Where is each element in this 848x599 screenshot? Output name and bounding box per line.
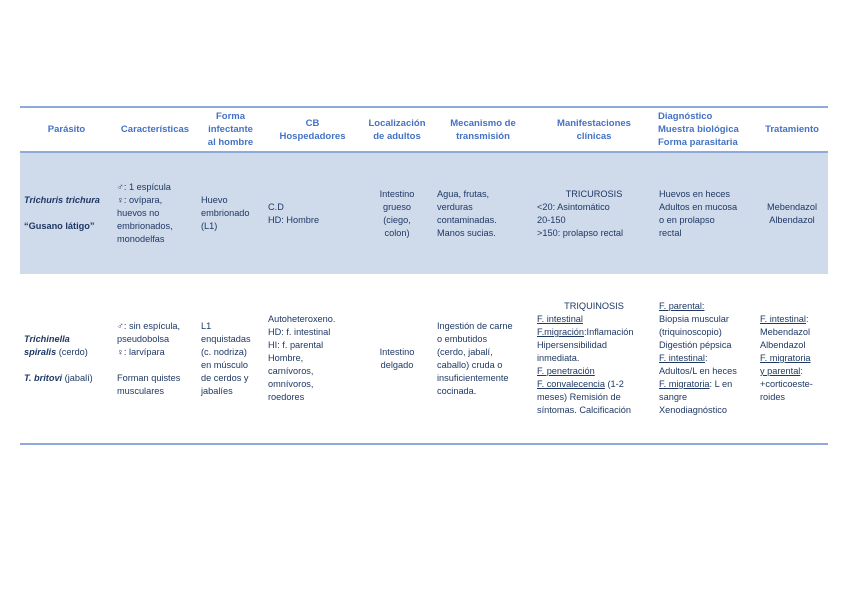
- header-manifestaciones: Manifestaciones clínicas: [533, 107, 655, 152]
- cell-manifestaciones: TRIQUINOSIS F. intestinal F.migración:Inflamación Hipersensibilidad inmediata. F. penetración F. convalecencia (1-2 meses) Remisión de síntomas. Calcificación: [537, 301, 634, 415]
- cell-tratamiento: F. intestinal: Mebendazol Albendazol F. migratoria y parental: +corticoeste- roides: [760, 314, 813, 402]
- cell-manifestaciones: TRICUROSIS <20: Asintomático 20-150 >150: prolapso rectal: [537, 188, 624, 238]
- cell-mecanismo: Agua, frutas, verduras contaminadas. Manos sucias.: [437, 188, 497, 238]
- cell-diagnostico: Huevos en heces Adultos en mucosa o en prolapso rectal: [659, 188, 738, 238]
- cell-tratamiento: Mebendazol Albendazol: [766, 201, 818, 225]
- header-localizacion: Localización de adultos: [361, 107, 433, 152]
- header-forma-infectante: Forma infectante al hombre: [197, 107, 264, 152]
- table-row: [20, 152, 828, 274]
- cell-forma-infectante: Huevo embrionado (L1): [201, 195, 250, 231]
- table-header-row: [20, 107, 828, 152]
- table-row: [20, 274, 828, 444]
- parasite-table: [20, 106, 828, 445]
- header-mecanismo: Mecanismo de transmisión: [433, 107, 533, 152]
- cell-localizacion: Intestino grueso (ciego, colon): [379, 188, 415, 238]
- cell-mecanismo: Ingestión de carne o embutidos (cerdo, jabalí, caballo) cruda o insuficientemente cocinada.: [437, 320, 513, 396]
- cell-localizacion: Intestino delgado: [379, 346, 415, 370]
- cell-cb: Autoheteroxeno. HD: f. intestinal HI: f. parental Hombre, carnívoros, omnívoros, roedores: [268, 314, 336, 402]
- cell-cb: C.D HD: Hombre: [268, 201, 320, 225]
- cell-parasito: Trichinella spiralis (cerdo) T. britovi (jabalí): [24, 333, 93, 383]
- cell-diagnostico: F. parental: Biopsia muscular (triquinoscopio) Digestión pépsica F. intestinal: Adultos/L en heces F. migratoria: L en sangre Xenodiagnóstico: [659, 301, 737, 415]
- header-parasito: Parásito: [20, 107, 113, 152]
- cell-caracteristicas: ♂: 1 espícula ♀: ovípara, huevos no embrionados, monodelfas: [117, 182, 173, 244]
- header-tratamiento: Tratamiento: [756, 107, 828, 152]
- cell-caracteristicas: ♂: sin espícula, pseudobolsa ♀: larvípara Forman quistes musculares: [117, 320, 181, 396]
- header-cb-hospedadores: CB Hospedadores: [264, 107, 361, 152]
- cell-forma-infectante: L1 enquistadas (c. nodriza) en músculo de cerdos y jabalíes: [201, 320, 251, 396]
- header-diagnostico: Diagnóstico Muestra biológica Forma parasitaria: [655, 107, 756, 152]
- header-caracteristicas: Características: [113, 107, 197, 152]
- cell-parasito: Trichuris trichura “Gusano látigo”: [24, 195, 100, 231]
